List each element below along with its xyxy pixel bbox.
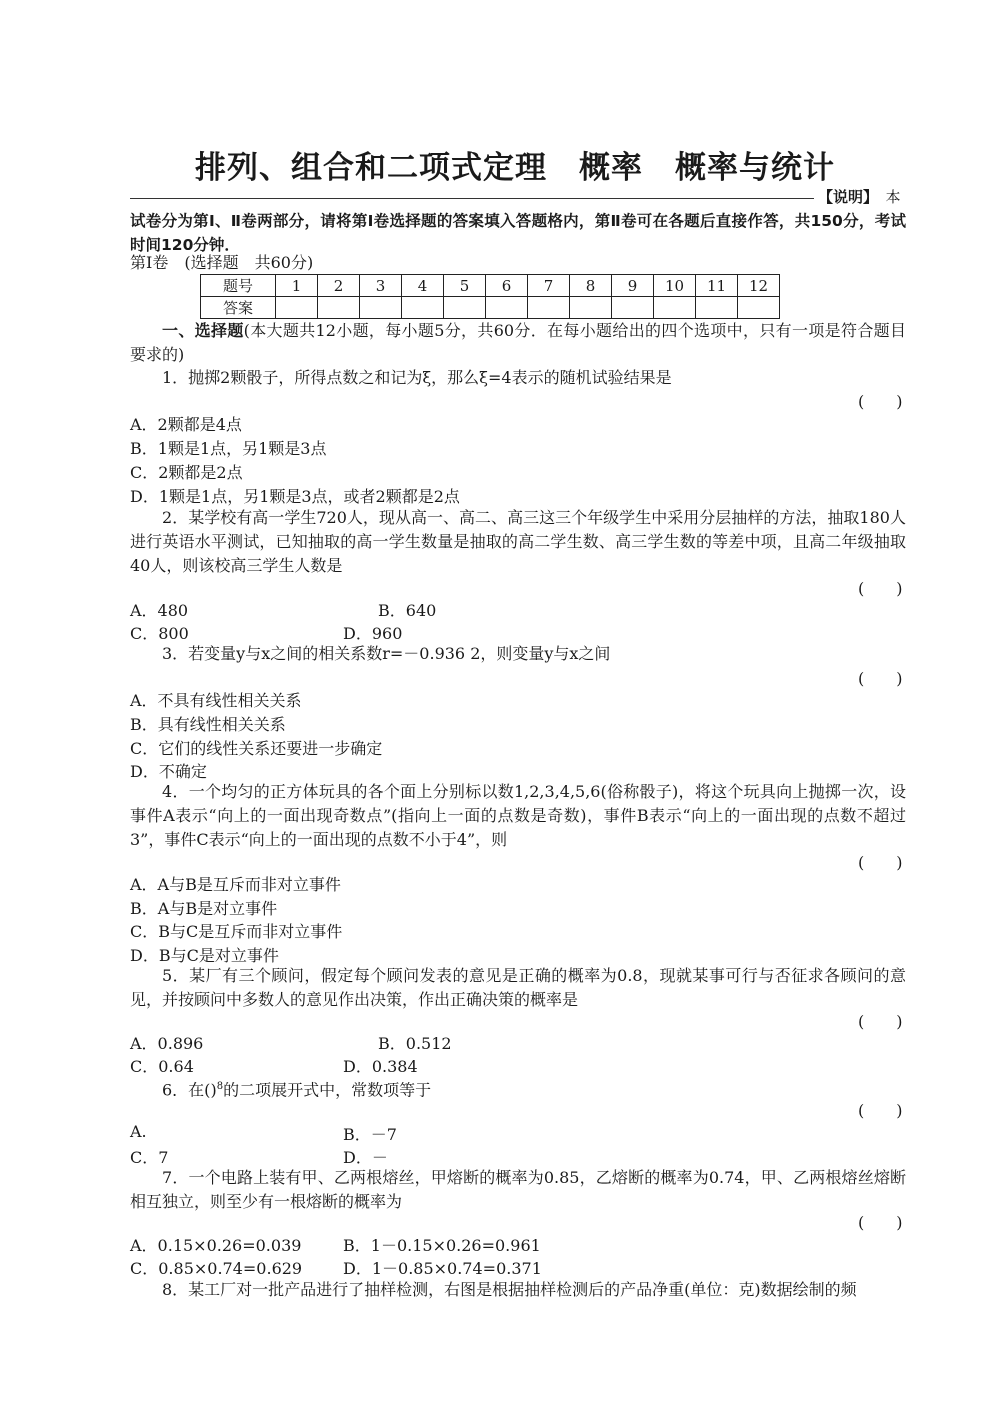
table-cell-number: 9: [612, 275, 654, 297]
answer-table-answer-row: [201, 297, 780, 319]
q6-stem-pre: 6．在(: [162, 1080, 211, 1100]
option: B．－7: [343, 1125, 397, 1144]
option: D．不确定: [130, 762, 207, 781]
answer-paren: ( ): [858, 579, 903, 598]
table-header-number: 题号: [201, 275, 276, 297]
instructions-separator: [130, 186, 906, 208]
option: D．0.384: [343, 1057, 418, 1076]
part-heading: [130, 319, 906, 367]
table-header-answer: 答案: [201, 297, 276, 319]
page-title: 排列、组合和二项式定理 概率 概率与统计: [195, 150, 835, 186]
table-cell-number: 10: [654, 275, 696, 297]
option: B．具有线性相关关系: [130, 715, 286, 734]
instructions-text: 试卷分为第Ⅰ、Ⅱ卷两部分，请将第Ⅰ卷选择题的答案填入答题格内，第Ⅱ卷可在各题后直接作答，共150分，考试时间120分钟．: [130, 212, 906, 254]
table-cell-number: 5: [444, 275, 486, 297]
option: A．A与B是互斥而非对立事件: [130, 875, 341, 894]
answer-cell[interactable]: [360, 297, 402, 319]
option: B．1颗是1点，另1颗是3点: [130, 439, 327, 458]
question-2-stem: 2．某学校有高一学生720人，现从高一、高二、高三这三个年级学生中采用分层抽样的方法，抽取180人进行英语水平测试，已知抽取的高一学生数量是抽取的高二学生数、高三学生数的等差中项，且高二年级抽取40人，则该校高三学生人数是: [130, 508, 906, 575]
option: B．640: [378, 601, 437, 620]
instructions-label: 【说明】: [818, 188, 871, 206]
option: C．0.85×0.74=0.629: [130, 1259, 303, 1278]
option: D．－: [343, 1148, 388, 1167]
option: B．0.512: [378, 1034, 452, 1053]
section-heading: [130, 252, 313, 274]
question-5-stem: 5．某厂有三个顾问，假定每个顾问发表的意见是正确的概率为0.8，现就某事可行与否征求各顾问的意见，并按顾问中多数人的意见作出决策，作出正确决策的概率是: [130, 966, 906, 1009]
answer-paren: ( ): [858, 1012, 903, 1031]
answer-paren: ( ): [858, 1101, 903, 1120]
option: C．7: [130, 1148, 169, 1167]
answer-table-number-row: [201, 275, 780, 297]
answer-cell[interactable]: [528, 297, 570, 319]
option: C．B与C是互斥而非对立事件: [130, 922, 343, 941]
option: D．960: [343, 624, 403, 643]
answer-cell[interactable]: [318, 297, 360, 319]
instructions-lead: 本: [885, 188, 901, 206]
question-7-stem: 7．一个电路上装有甲、乙两根熔丝，甲熔断的概率为0.85，乙熔断的概率为0.74，甲、乙两根熔丝熔断相互独立，则至少有一根熔断的概率为: [130, 1168, 906, 1211]
option: C．它们的线性关系还要进一步确定: [130, 739, 383, 758]
answer-cell[interactable]: [570, 297, 612, 319]
q6-exponent: 8: [216, 1081, 224, 1092]
option: C．0.64: [130, 1057, 194, 1076]
answer-paren: ( ): [858, 853, 903, 872]
part-label: 一、选择题: [162, 321, 244, 340]
table-cell-number: 8: [570, 275, 612, 297]
option: C．2颗都是2点: [130, 463, 243, 482]
option: B．1－0.15×0.26=0.961: [343, 1236, 541, 1255]
table-cell-number: 1: [276, 275, 318, 297]
question-6-stem: [162, 1076, 431, 1101]
option: A．0.896: [130, 1034, 204, 1053]
answer-paren: ( ): [858, 392, 903, 411]
option: D．1颗是1点，另1颗是3点，或者2颗都是2点: [130, 487, 460, 506]
answer-cell[interactable]: [612, 297, 654, 319]
option: A．0.15×0.26=0.039: [130, 1236, 302, 1255]
answer-table: [200, 274, 780, 319]
question-4-stem: 4．一个均匀的正方体玩具的各个面上分别标以数1,2,3,4,5,6(俗称骰子)，将这个玩具向上抛掷一次，设事件A表示“向上的一面出现奇数点”(指向上一面的点数是奇数)，事件B表示“向上的一面出现的点数不超过3”，事件C表示“向上的一面出现的点数不小于4”，则: [130, 782, 906, 849]
answer-paren: ( ): [858, 1213, 903, 1232]
question-8-stem: 8．某工厂对一批产品进行了抽样检测，右图是根据抽样检测后的产品净重(单位：克)数据绘制的频: [162, 1280, 857, 1299]
question-3-stem: 3．若变量y与x之间的相关系数r=－0.936 2，则变量y与x之间: [162, 644, 611, 663]
table-cell-number: 6: [486, 275, 528, 297]
answer-cell[interactable]: [696, 297, 738, 319]
table-cell-number: 7: [528, 275, 570, 297]
separator-line: [130, 198, 814, 199]
section-note: (选择题 共60分): [184, 253, 314, 272]
option: A．480: [130, 601, 189, 620]
answer-cell[interactable]: [486, 297, 528, 319]
table-cell-number: 2: [318, 275, 360, 297]
option: D．1－0.85×0.74=0.371: [343, 1259, 542, 1278]
option: B．A与B是对立事件: [130, 899, 278, 918]
answer-paren: ( ): [858, 669, 903, 688]
option: A．不具有线性相关关系: [130, 691, 302, 710]
q6-stem-post: 的二项展开式中，常数项等于: [223, 1080, 432, 1100]
part-text: (本大题共12小题，每小题5分，共60分．在每小题给出的四个选项中，只有一项是符合题目要求的): [130, 321, 906, 364]
table-cell-number: 4: [402, 275, 444, 297]
answer-cell[interactable]: [276, 297, 318, 319]
answer-cell[interactable]: [738, 297, 780, 319]
answer-cell[interactable]: [402, 297, 444, 319]
question-1-stem: 1．抛掷2颗骰子，所得点数之和记为ξ，那么ξ=4表示的随机试验结果是: [162, 368, 672, 387]
option: D．B与C是对立事件: [130, 946, 279, 965]
option: A.: [130, 1122, 147, 1141]
section-label: 第Ⅰ卷: [130, 253, 169, 272]
table-cell-number: 12: [738, 275, 780, 297]
table-cell-number: 3: [360, 275, 402, 297]
option: C．800: [130, 624, 189, 643]
answer-cell[interactable]: [444, 297, 486, 319]
q6-stem-mid: ): [210, 1080, 217, 1100]
table-cell-number: 11: [696, 275, 738, 297]
answer-cell[interactable]: [654, 297, 696, 319]
option: A．2颗都是4点: [130, 415, 242, 434]
